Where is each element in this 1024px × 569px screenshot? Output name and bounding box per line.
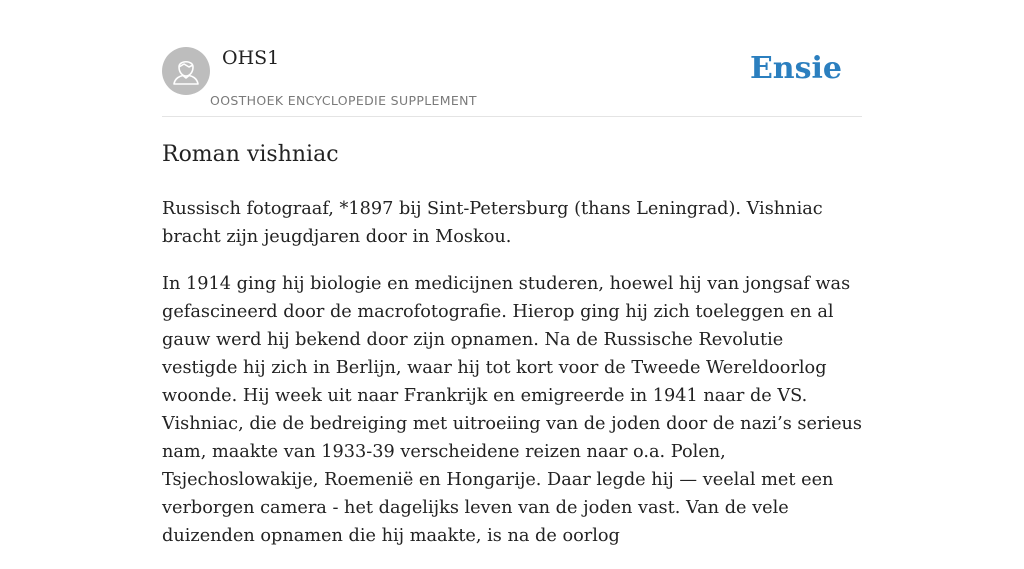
header — [162, 0, 862, 117]
ensie-logo[interactable]: Ensie — [749, 51, 842, 86]
source-label[interactable]: OOSTHOEK ENCYCLOPEDIE SUPPLEMENT — [210, 93, 477, 108]
article-paragraph: Russisch fotograaf, *1897 bij Sint-Petersburg (thans Leningrad). Vishniac bracht zijn jeugdjaren door in Moskou. — [162, 199, 823, 247]
user-icon — [162, 47, 210, 95]
article-paragraph: In 1914 ging hij biologie en medicijnen studeren, hoewel hij van jongsaf was gefascineerd door de macrofotografie. Hierop ging hij zich toeleggen en al gauw werd hij bekend door zijn opnamen. Na de Russische Revolutie vestigde hij zich in Berlijn, waar hij tot kort voor de Tweede Wereldoorlog woonde. Hij week uit naar Frankrijk en emigreerde in 1941 naar de VS. Vishniac, die de bedreiging met uitroeiing van de joden door de nazi’s serieus nam, maakte van 1933-39 verscheidene reizen naar o.a. Polen, Tsjechoslowakije, Roemenië en Hongarije. Daar legde hij — veelal met een verborgen camera - het dagelijks leven van de joden vast. Van de vele duizenden opnamen die hij maakte, is na de oorlog — [162, 274, 863, 546]
article — [162, 138, 862, 569]
article-title: Roman vishniac — [162, 142, 339, 167]
author-name[interactable]: OHS1 — [222, 47, 280, 69]
avatar[interactable] — [162, 47, 210, 95]
